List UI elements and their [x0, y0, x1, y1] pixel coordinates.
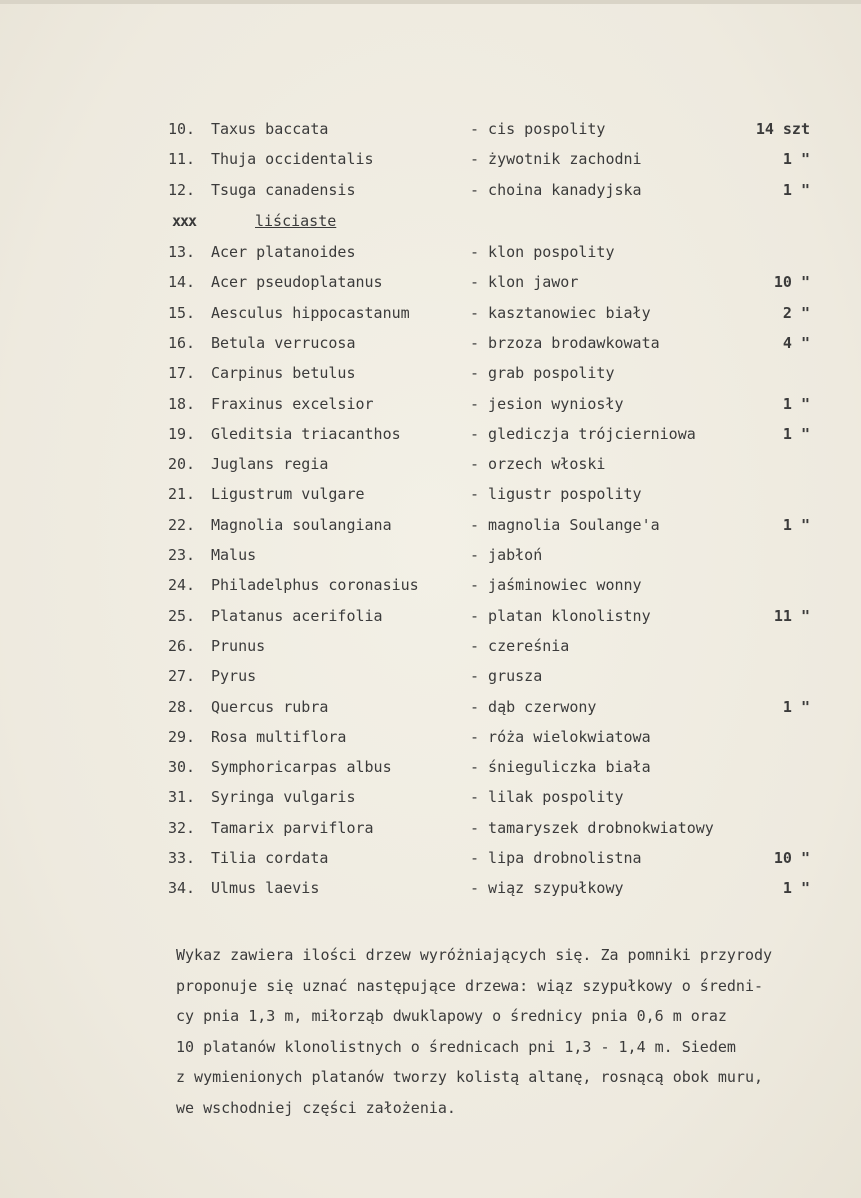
quantity: 1 "	[782, 424, 810, 443]
polish-name: - ligustr pospolity	[470, 485, 642, 504]
polish-name: - klon pospolity	[470, 243, 615, 261]
list-item	[0, 661, 861, 691]
latin-name: Carpinus betulus	[211, 364, 356, 383]
list-item	[0, 419, 861, 449]
quantity: 1 "	[782, 697, 810, 716]
item-number: 11.	[168, 150, 196, 168]
polish-name: - kasztanowiec biały	[470, 303, 651, 322]
item-number: 27.	[168, 667, 196, 686]
list-item	[0, 479, 861, 509]
list-item	[0, 752, 861, 782]
item-number: 30.	[168, 758, 196, 777]
note-line: cy pnia 1,3 m, miłorząb dwuklapowy o średnicy pnia 0,6 m oraz	[176, 1007, 727, 1025]
item-number: 14.	[168, 273, 196, 292]
quantity: 1 "	[782, 181, 810, 199]
latin-name: Acer platanoides	[211, 243, 356, 261]
list-item	[0, 358, 861, 388]
list-item	[0, 298, 861, 328]
latin-name: Acer pseudoplatanus	[211, 273, 383, 292]
page-edge	[0, 0, 861, 4]
polish-name: - klon jawor	[470, 273, 579, 292]
item-number: 20.	[168, 455, 196, 474]
polish-name: - lipa drobnolistna	[470, 849, 642, 867]
polish-name: - róża wielokwiatowa	[470, 727, 651, 746]
list-item	[0, 328, 861, 358]
list-item	[0, 144, 861, 174]
polish-name: - platan klonolistny	[470, 606, 651, 625]
item-number: 24.	[168, 576, 196, 595]
latin-name: Tamarix parviflora	[211, 818, 374, 837]
polish-name: - glediczja trójcierniowa	[470, 424, 696, 443]
note-line: we wschodniej części założenia.	[176, 1098, 456, 1117]
latin-name: Taxus baccata	[211, 120, 329, 138]
section-title: liściaste	[255, 212, 337, 230]
quantity: 2 "	[782, 303, 810, 322]
list-item	[0, 449, 861, 479]
list-item	[0, 267, 861, 297]
note-line: proponuje się uznać następujące drzewa: wiąz szypułkowy o średni-	[176, 976, 763, 995]
latin-name: Rosa multiflora	[211, 727, 347, 746]
latin-name: Thuja occidentalis	[211, 150, 374, 168]
section-heading	[0, 206, 861, 236]
item-number: 18.	[168, 394, 196, 413]
item-number: 25.	[168, 606, 196, 625]
polish-name: - śnieguliczka biała	[470, 758, 651, 777]
list-item	[0, 843, 861, 873]
item-number: 23.	[168, 546, 196, 564]
latin-name: Fraxinus excelsior	[211, 394, 374, 413]
latin-name: Betula verrucosa	[211, 333, 356, 352]
list-item	[0, 389, 861, 419]
quantity: 1 "	[782, 394, 810, 413]
item-number: 33.	[168, 849, 196, 867]
note-line: Wykaz zawiera ilości drzew wyróżniających się. Za pomniki przyrody	[176, 946, 773, 964]
item-number: 22.	[168, 515, 196, 534]
list-item	[0, 722, 861, 752]
latin-name: Tilia cordata	[211, 849, 329, 867]
item-number: 29.	[168, 727, 196, 746]
polish-name: - jaśminowiec wonny	[470, 576, 642, 595]
latin-name: Tsuga canadensis	[211, 181, 356, 199]
quantity: 10 "	[773, 273, 810, 292]
latin-name: Platanus acerifolia	[211, 606, 383, 625]
polish-name: - lilak pospolity	[470, 788, 624, 807]
polish-name: - grab pospolity	[470, 364, 615, 383]
polish-name: - czereśnia	[470, 636, 570, 655]
item-number: 13.	[168, 243, 196, 261]
latin-name: Gleditsia triacanthos	[211, 424, 401, 443]
polish-name: - orzech włoski	[470, 455, 606, 474]
latin-name: Prunus	[211, 636, 266, 655]
quantity: 4 "	[782, 333, 810, 352]
list-item	[0, 114, 861, 144]
polish-name: - choina kanadyjska	[470, 181, 642, 199]
list-item	[0, 631, 861, 661]
quantity: 10 "	[773, 849, 810, 867]
note-line: z wymienionych platanów tworzy kolistą altanę, rosnącą obok muru,	[176, 1068, 763, 1086]
quantity: 1 "	[782, 515, 810, 534]
item-number: 10.	[168, 120, 196, 138]
latin-name: Symphoricarpas albus	[211, 758, 392, 777]
polish-name: - tamaryszek drobnokwiatowy	[470, 818, 714, 837]
quantity: 1 "	[782, 879, 810, 898]
note-paragraph	[176, 940, 856, 1123]
polish-name: - brzoza brodawkowata	[470, 333, 660, 352]
latin-name: Ulmus laevis	[211, 879, 320, 898]
polish-name: - jesion wyniosły	[470, 394, 624, 413]
latin-name: Syringa vulgaris	[211, 788, 356, 807]
latin-name: Aesculus hippocastanum	[211, 303, 410, 322]
item-number: 12.	[168, 181, 196, 199]
list-item	[0, 813, 861, 843]
item-number: 17.	[168, 364, 196, 383]
list-item	[0, 782, 861, 812]
latin-name: Pyrus	[211, 667, 257, 686]
latin-name: Quercus rubra	[211, 697, 329, 716]
item-number: 31.	[168, 788, 196, 807]
polish-name: - dąb czerwony	[470, 697, 597, 716]
latin-name: Malus	[211, 546, 257, 564]
item-number: 16.	[168, 333, 196, 352]
polish-name: - magnolia Soulange'a	[470, 515, 660, 534]
list-item	[0, 175, 861, 205]
list-item	[0, 873, 861, 903]
latin-name: Magnolia soulangiana	[211, 515, 392, 534]
item-number: 28.	[168, 697, 196, 716]
quantity: 1 "	[782, 150, 810, 168]
list-item	[0, 540, 861, 570]
quantity: 11 "	[773, 606, 810, 625]
item-number: 34.	[168, 879, 196, 898]
struck-text: xxx	[172, 212, 197, 230]
list-item	[0, 570, 861, 600]
list-item	[0, 601, 861, 631]
polish-name: - cis pospolity	[470, 120, 606, 138]
list-item	[0, 510, 861, 540]
item-number: 32.	[168, 818, 196, 837]
item-number: 19.	[168, 424, 196, 443]
polish-name: - grusza	[470, 667, 543, 686]
polish-name: - wiąz szypułkowy	[470, 879, 624, 898]
polish-name: - żywotnik zachodni	[470, 150, 642, 168]
latin-name: Philadelphus coronasius	[211, 576, 419, 595]
list-item	[0, 692, 861, 722]
item-number: 15.	[168, 303, 196, 322]
polish-name: - jabłoń	[470, 546, 543, 564]
latin-name: Ligustrum vulgare	[211, 485, 365, 504]
quantity: 14 szt	[755, 120, 810, 138]
item-number: 26.	[168, 636, 196, 655]
latin-name: Juglans regia	[211, 455, 329, 474]
item-number: 21.	[168, 485, 196, 504]
note-line: 10 platanów klonolistnych o średnicach pni 1,3 - 1,4 m. Siedem	[176, 1037, 736, 1056]
list-item	[0, 237, 861, 267]
